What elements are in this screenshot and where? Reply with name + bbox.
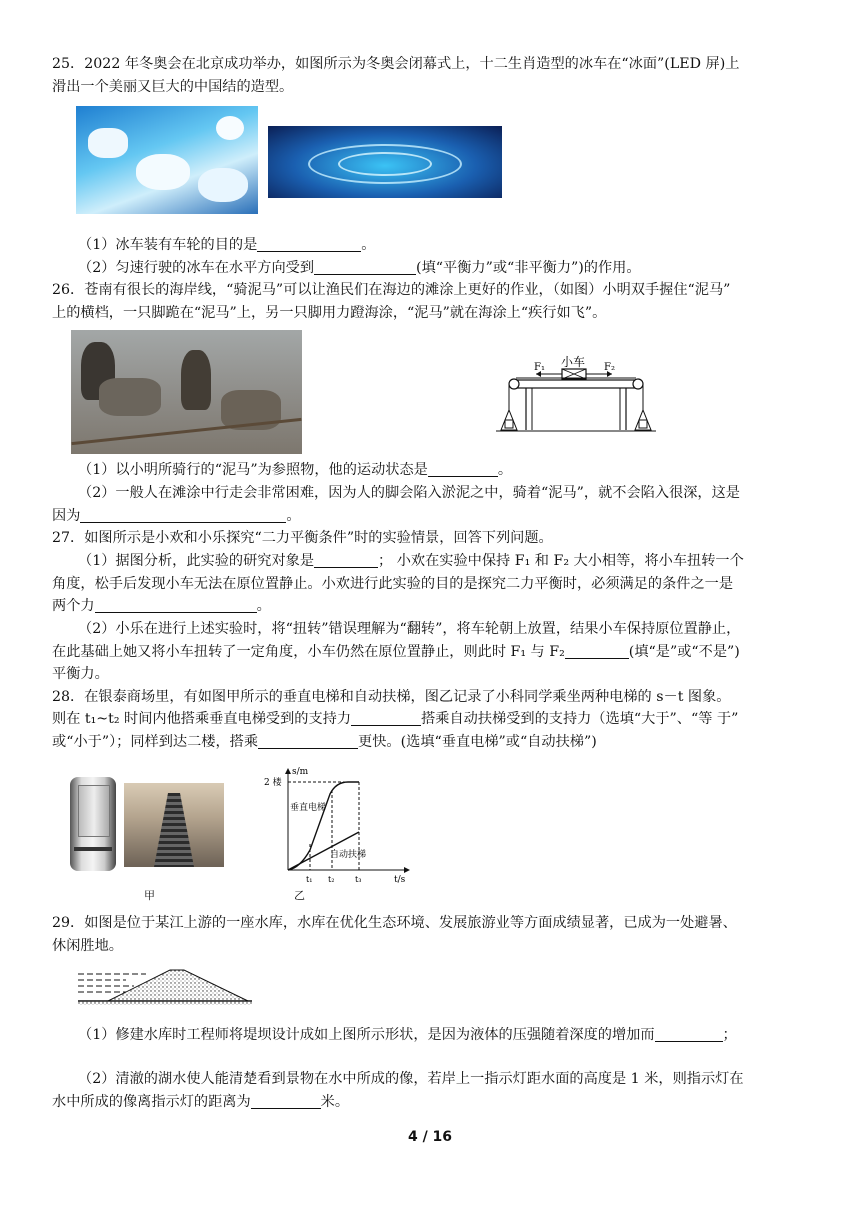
q27-part2-line1: （2）小乐在进行上述实验时，将“扭转”错误理解为“翻转”，将车轮朝上放置，结果小车保持原位置静止， xyxy=(78,621,741,637)
olympics-ceremony-photo-right xyxy=(268,126,502,198)
q29-stem-line1: 29．如图是位于某江上游的一座水库，水库在优化生态环境、发展旅游业等方面成绩显著，已成为一处避暑、 xyxy=(52,915,737,931)
two-force-balance-apparatus xyxy=(496,352,656,434)
q29-answer-blank-1[interactable] xyxy=(655,1025,723,1042)
q27-stem: 27．如图所示是小欢和小乐探究“二力平衡条件”时的实验情景，回答下列问题。 xyxy=(52,530,553,546)
floor-label: 2 楼 xyxy=(264,778,282,788)
q26-part2-line2: 因为 。 xyxy=(52,508,301,524)
q29-stem-line2: 休闲胜地。 xyxy=(52,938,123,954)
q27-part2-line2: 在此基础上她又将小车扭转了一定角度，小车仍然在原位置静止，则此时 F₁ 与 F₂ (填“是”或“不是”) xyxy=(52,644,740,660)
x-axis-label: t/s xyxy=(394,875,406,885)
q26-stem-line2: 上的横档，一只脚跪在“泥马”上，另一只脚用力蹬海涂，“泥马”就在海涂上“疾行如飞”。 xyxy=(52,305,607,321)
q29-part1: （1）修建水库时工程师将堤坝设计成如上图所示形状，是因为液体的压强随着深度的增加而 ； xyxy=(78,1027,737,1043)
t1-label: t₁ xyxy=(306,875,313,884)
q26-answer-blank-2[interactable] xyxy=(80,506,286,523)
q27-part2-line3: 平衡力。 xyxy=(52,666,109,682)
q29-part2-line1: （2）清澈的湖水使人能清楚看到景物在水中所成的像，若岸上一指示灯距水面的高度是 1 米，则指示灯在 xyxy=(78,1071,744,1087)
q27-part1-line3: 两个力 。 xyxy=(52,598,271,614)
q25-part2-text: （2）匀速行驶的冰车在水平方向受到 xyxy=(78,260,315,276)
vertical-elevator-photo xyxy=(70,777,116,871)
st-graph xyxy=(258,764,418,886)
table-top xyxy=(516,380,636,388)
figure-label-jia: 甲 xyxy=(144,889,155,902)
q27-answer-blank-2[interactable] xyxy=(95,596,257,613)
escalator-label: 自动扶梯 xyxy=(330,850,367,860)
escalator-photo xyxy=(124,783,224,867)
q25-part2: （2）匀速行驶的冰车在水平方向受到 (填“平衡力”或“非平衡力”)的作用。 xyxy=(78,260,641,276)
q29-answer-blank-2[interactable] xyxy=(251,1092,321,1109)
q27-part1-line1: （1）据图分析，此实验的研究对象是 ； 小欢在实验中保持 F₁ 和 F₂ 大小相等，将小车扭转一个 xyxy=(78,553,744,569)
q25-answer-blank-2[interactable] xyxy=(314,258,416,275)
q27-answer-blank-3[interactable] xyxy=(565,642,629,659)
q25-answer-blank-1[interactable] xyxy=(257,235,361,252)
pulley-right xyxy=(633,379,643,389)
q26-stem-line1: 26．苍南有很长的海岸线，“骑泥马”可以让渔民们在海边的滩涂上更好的作业，（如图）小明双手握住“泥马” xyxy=(52,282,731,298)
olympics-ceremony-photo-left xyxy=(76,106,258,214)
q26-answer-blank-1[interactable] xyxy=(428,460,498,477)
q26-part1-text: （1）以小明所骑行的“泥马”为参照物，他的运动状态是 xyxy=(78,462,428,478)
figure-label-yi: 乙 xyxy=(294,889,305,902)
t3-label: t₃ xyxy=(355,875,362,884)
q27-answer-blank-1[interactable] xyxy=(314,551,378,568)
q26-part1: （1）以小明所骑行的“泥马”为参照物，他的运动状态是 。 xyxy=(78,462,513,478)
q28-stem-line1: 28．在银泰商场里，有如图甲所示的垂直电梯和自动扶梯，图乙记录了小科同学乘坐两种电梯的 s－t 图象。 xyxy=(52,689,731,705)
q25-part1-text: （1）冰车装有车轮的目的是 xyxy=(78,237,258,253)
q26-part2-line1: （2）一般人在滩涂中行走会非常困难，因为人的脚会陷入淤泥之中，骑着“泥马”，就不会陷入很深，这是 xyxy=(78,485,740,501)
t2-label: t₂ xyxy=(328,875,335,884)
q25-part1: （1）冰车装有车轮的目的是 。 xyxy=(78,237,376,253)
pulley-left xyxy=(509,379,519,389)
q27-part1-line2: 角度，松手后发现小车无法在原位置静止。小欢进行此实验的目的是探究二力平衡时，必须满足的条件之一是 xyxy=(52,576,734,592)
q28-answer-blank-2[interactable] xyxy=(258,732,358,749)
vertical-elevator-label: 垂直电梯 xyxy=(290,803,327,813)
q28-stem-line3: 或“小于”）；同样到达二楼，搭乘 更快。(选填“垂直电梯”或“自动扶梯”) xyxy=(52,734,597,750)
dam-diagram xyxy=(78,966,254,1006)
q28-answer-blank-1[interactable] xyxy=(351,709,421,726)
q28-stem-line2: 则在 t₁~t₂ 时间内他搭乘垂直电梯受到的支持力 搭乘自动扶梯受到的支持力（选填“大于”、“等 于” xyxy=(52,711,739,727)
mud-horse-photo xyxy=(71,330,302,454)
q29-part2-line2: 水中所成的像离指示灯的距离为 米。 xyxy=(52,1094,350,1110)
page-number: 4 / 16 xyxy=(407,1129,453,1145)
q25-stem-line2: 滑出一个美丽又巨大的中国结的造型。 xyxy=(52,79,294,95)
f2-label: F₂ xyxy=(604,362,615,373)
q25-stem-line1: 25．2022 年冬奥会在北京成功举办，如图所示为冬奥会闭幕式上，十二生肖造型的冰车在“冰面”(LED 屏)上 xyxy=(52,56,740,72)
cart-label: 小车 xyxy=(561,355,586,369)
y-axis-label: s/m xyxy=(292,767,309,777)
f1-label: F₁ xyxy=(534,362,545,373)
